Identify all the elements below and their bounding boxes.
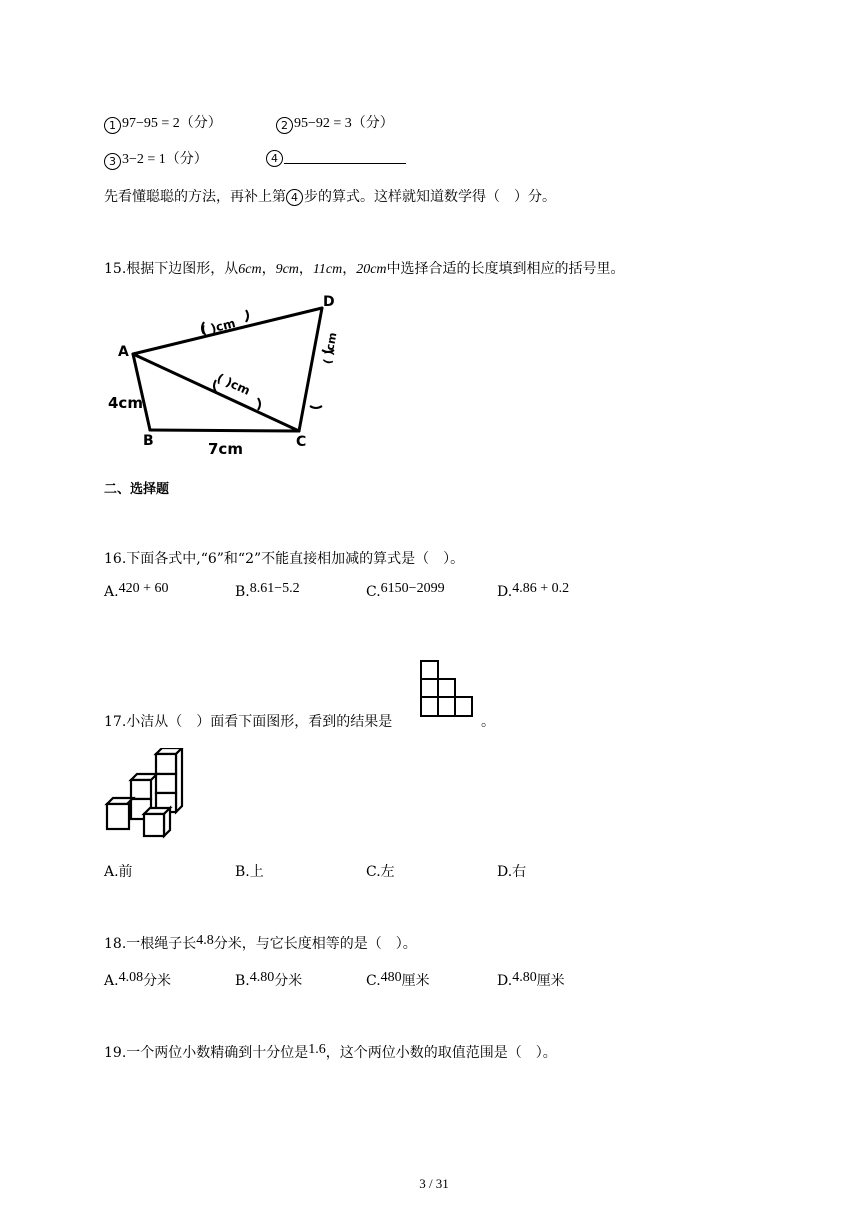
circled-number: 4 bbox=[286, 189, 303, 206]
q17-option-b[interactable]: B.上 bbox=[235, 864, 264, 880]
q14-step3: 3 3−2 = 1（分） bbox=[104, 150, 208, 170]
side-ab-label: 4cm bbox=[108, 394, 143, 412]
q16-option-d[interactable]: D.4.86 + 0.2 bbox=[497, 581, 570, 600]
q17-option-c[interactable]: C.左 bbox=[366, 864, 395, 880]
side-ad-label: ( )cm bbox=[199, 315, 237, 338]
length-option: 9cm bbox=[275, 262, 299, 277]
circled-number: 3 bbox=[104, 153, 121, 170]
answer-blank[interactable] bbox=[284, 153, 406, 164]
circled-number: 2 bbox=[276, 117, 293, 134]
q14-step4 bbox=[266, 150, 406, 167]
page-number: 3 / 31 bbox=[419, 1176, 449, 1191]
q18-option-d[interactable]: D.4.80厘米 bbox=[497, 970, 565, 989]
q14-prompt: 先看懂聪聪的方法，再补上第 4 步的算式。这样就知道数学得（ ）分。 bbox=[104, 189, 556, 205]
q17-stem: 17.小洁从（ ）面看下面图形，看到的结果是 bbox=[104, 714, 393, 730]
circled-number: 4 bbox=[266, 150, 283, 167]
side-cd-label: ( )cm bbox=[321, 331, 340, 366]
q17-stem-end: 。 bbox=[481, 714, 495, 730]
circled-number: 1 bbox=[104, 117, 121, 134]
section-heading: 二、选择题 bbox=[104, 482, 170, 497]
length-option: 20cm bbox=[356, 262, 387, 277]
q14-step2: 2 95−92 = 3（分） bbox=[276, 114, 394, 134]
q19-stem: 19.一个两位小数精确到十分位是1.6，这个两位小数的取值范围是（ ）。 bbox=[104, 1042, 557, 1061]
q16-option-a[interactable]: A.420 + 60 bbox=[104, 581, 169, 600]
q16-option-b[interactable]: B.8.61−5.2 bbox=[235, 581, 300, 600]
view-result-figure bbox=[420, 660, 474, 718]
q18-option-a[interactable]: A.4.08分米 bbox=[104, 970, 172, 989]
quadrilateral-figure bbox=[100, 288, 360, 463]
q17-option-a[interactable]: A.前 bbox=[104, 864, 133, 880]
q16-stem: 16.下面各式中,“6”和“2”不能直接相加减的算式是（ ）。 bbox=[104, 551, 465, 567]
q16-option-c[interactable]: C.6150−2099 bbox=[366, 581, 445, 600]
diagonal-ac-label: ( )cm bbox=[214, 370, 253, 398]
cube-stack-figure bbox=[104, 748, 190, 840]
vertex-a-label: A bbox=[118, 344, 129, 360]
q15-stem: 15.根据下边图形，从6cm，9cm，11cm，20cm中选择合适的长度填到相应的括号里。 bbox=[104, 261, 625, 277]
q18-option-c[interactable]: C.480厘米 bbox=[366, 970, 430, 989]
q14-step1: 1 97−95 = 2（分） bbox=[104, 114, 222, 134]
q18-option-b[interactable]: B.4.80分米 bbox=[235, 970, 303, 989]
length-option: 11cm bbox=[312, 262, 343, 277]
length-option: 6cm bbox=[238, 262, 262, 277]
q18-stem: 18.一根绳子长4.8分米，与它长度相等的是（ ）。 bbox=[104, 933, 417, 952]
q17-option-d[interactable]: D.右 bbox=[497, 864, 527, 880]
vertex-b-label: B bbox=[143, 433, 154, 449]
vertex-c-label: C bbox=[296, 434, 307, 450]
side-bc-label: 7cm bbox=[208, 440, 243, 458]
vertex-d-label: D bbox=[323, 294, 335, 310]
